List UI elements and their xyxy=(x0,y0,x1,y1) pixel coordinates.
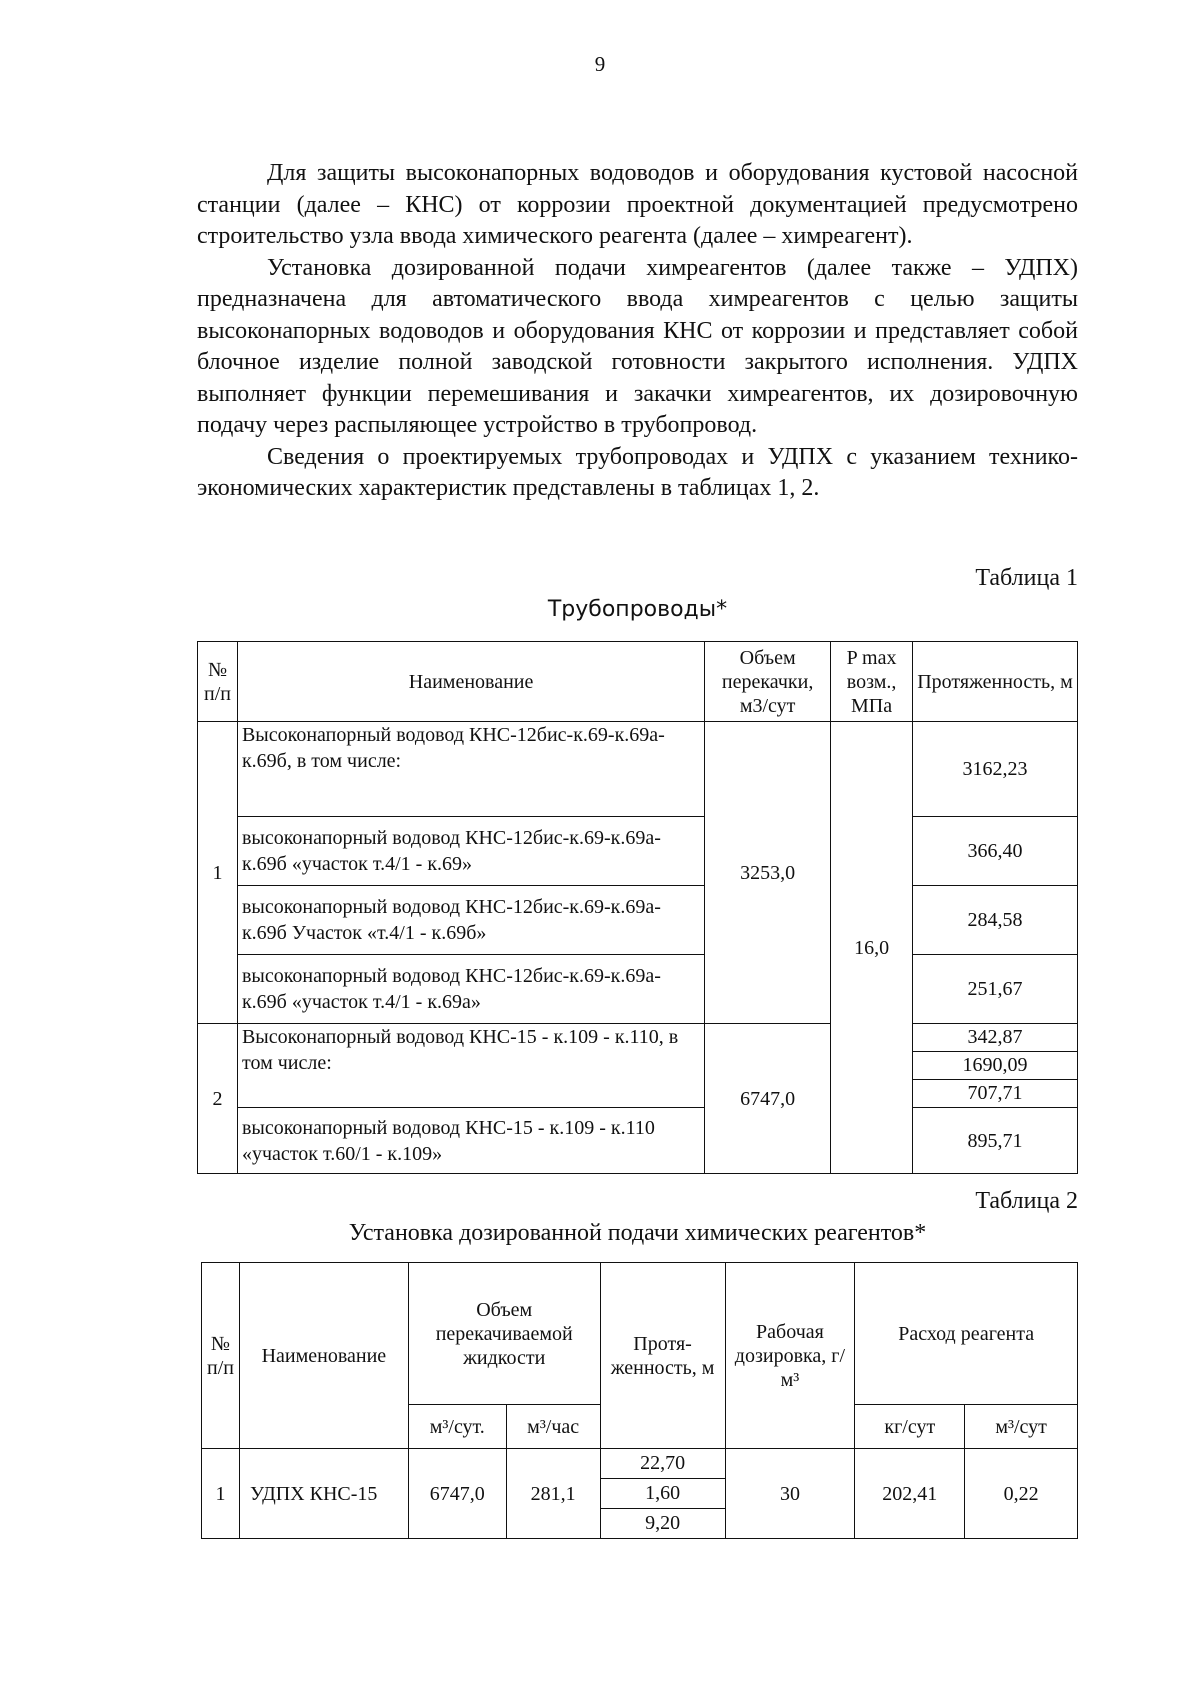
table1-title: Трубопроводы* xyxy=(547,597,728,622)
group-volume: 3253,0 xyxy=(705,722,831,1024)
row-length-split xyxy=(913,1024,1078,1108)
header-name: Наименование xyxy=(239,1263,408,1449)
reagent-dosing-table xyxy=(201,1262,1078,1539)
paragraph: Сведения о проектируемых трубопроводах и УДПХ с указанием технико-экономических характеристик представлены в таблицах 1, 2. xyxy=(197,443,1078,501)
row-length: 22,70 xyxy=(601,1449,725,1479)
header-volume-day: м³/сут. xyxy=(408,1405,506,1449)
header-name: Наименование xyxy=(237,642,704,722)
row-name: Высоконапорный водовод КНС-15 - к.109 - к.110, в том числе: xyxy=(237,1024,704,1108)
row-name: высоконапорный водовод КНС-12бис-к.69-к.69а-к.69б «участок т.4/1 - к.69а» xyxy=(237,955,704,1024)
header-num: № п/п xyxy=(198,642,238,722)
group-num: 1 xyxy=(198,722,238,1024)
table-row xyxy=(202,1449,1078,1539)
paragraph: Установка дозированной подачи химреагентов (далее также – УДПХ) предназначена для автоматического ввода химреагентов с целью защиты высоконапорных водоводов и оборудования КНС от коррозии и представляет собой блочное изделие полной заводской готовности закрытого исполнения. УДПХ выполняет функции перемешивания и закачки химреагентов, их дозировочную подачу через распыляющее устройство в трубопровод. xyxy=(197,254,1078,438)
row-name: высоконапорный водовод КНС-12бис-к.69-к.69а-к.69б «участок т.4/1 - к.69» xyxy=(237,817,704,886)
row-length: 895,71 xyxy=(913,1108,1078,1174)
row-volume-hour: 281,1 xyxy=(506,1449,600,1539)
row-num: 1 xyxy=(202,1449,240,1539)
row-length: 1690,09 xyxy=(913,1052,1077,1080)
header-length: Протяженность, м xyxy=(913,642,1078,722)
table-header-row xyxy=(198,642,1078,722)
row-length: 9,20 xyxy=(645,1512,681,1534)
row-length: 3162,23 xyxy=(913,722,1078,817)
table-row xyxy=(198,1108,1078,1174)
row-name: высоконапорный водовод КНС-12бис-к.69-к.69а-к.69б Участок «т.4/1 - к.69б» xyxy=(237,886,704,955)
table-row xyxy=(198,955,1078,1024)
row-length: 707,71 xyxy=(967,1082,1023,1104)
row-length: 284,58 xyxy=(913,886,1078,955)
header-length: Протя-женность, м xyxy=(600,1263,725,1449)
row-length: 342,87 xyxy=(913,1024,1077,1052)
table-row xyxy=(198,722,1078,817)
header-num: № п/п xyxy=(202,1263,240,1449)
table-row xyxy=(198,1024,1078,1108)
table-row xyxy=(198,886,1078,955)
group-volume: 6747,0 xyxy=(705,1024,831,1174)
table-row xyxy=(198,817,1078,886)
pipelines-table xyxy=(197,641,1078,1174)
row-name: Высоконапорный водовод КНС-12бис-к.69-к.69а-к.69б, в том числе: xyxy=(237,722,704,817)
header-cons-m3: м³/сут xyxy=(965,1405,1078,1449)
paragraph: Для защиты высоконапорных водоводов и оборудования кустовой насосной станции (далее – КНС) от коррозии проектной документацией предусмотрено строительство узла ввода химического реагента (далее – химреагент). xyxy=(197,160,1078,249)
table2-label: Таблица 2 xyxy=(975,1188,1078,1214)
row-dose: 30 xyxy=(725,1449,855,1539)
page-number: 9 xyxy=(594,52,606,76)
header-dose: Рабочая дозировка, г/м³ xyxy=(725,1263,855,1449)
table1-label: Таблица 1 xyxy=(975,565,1078,591)
header-pmax: P max возм., МПа xyxy=(831,642,913,722)
table2-title: Установка дозированной подачи химических реагентов* xyxy=(348,1220,927,1246)
group-num: 2 xyxy=(198,1024,238,1174)
header-volume-hour: м³/час xyxy=(506,1405,600,1449)
row-length: 251,67 xyxy=(913,955,1078,1024)
header-volume: Объем перекачки, м3/сут xyxy=(705,642,831,722)
row-length: 1,60 xyxy=(601,1479,725,1509)
header-cons-kg: кг/сут xyxy=(855,1405,965,1449)
row-volume-day: 6747,0 xyxy=(408,1449,506,1539)
table-header-row xyxy=(202,1263,1078,1405)
body-text xyxy=(197,158,1078,505)
row-cons-kg: 202,41 xyxy=(855,1449,965,1539)
row-length-split xyxy=(600,1449,725,1539)
row-cons-m3: 0,22 xyxy=(965,1449,1078,1539)
row-name: УДПХ КНС-15 xyxy=(239,1449,408,1539)
row-length: 366,40 xyxy=(913,817,1078,886)
header-consumption: Расход реагента xyxy=(855,1263,1078,1405)
header-volume: Объем перекачиваемой жидкости xyxy=(408,1263,600,1405)
pmax-value: 16,0 xyxy=(831,722,913,1174)
row-name: высоконапорный водовод КНС-15 - к.109 - к.110 «участок т.60/1 - к.109» xyxy=(237,1108,704,1174)
